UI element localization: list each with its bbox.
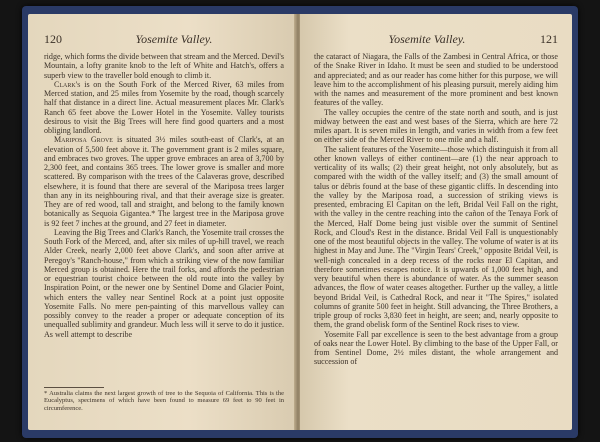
right-page-number: 121: [540, 32, 558, 46]
paragraph: Yosemite Fall par excellence is seen to the best advantage from a group of oaks near the Lower Hotel. By climbing to the base of the Upper Fall, or from Sentinel Dome, 2½ miles distant, the whole arrangement and succession of: [314, 329, 558, 367]
paragraph: Mariposa Grove is situated 3½ miles south-east of Clark's, at an elevation of 5,500 feet above it. The government grant is 2 miles square, and embraces two groves. The upper grove embraces an area of 3,700 by 2,300 feet, and contains 365 trees. The lower grove is smaller and more scattered. By comparison with the trees of the Calaveras grove, described elsewhere, it is found that there are several of the Mariposa trees larger than any in its neighbouring rival, and that their average size is greater. They are of red wood, tall and straight, and belong to the family known botanically as Sequoia Gigantea.* The largest tree in the Mariposa grove is 92 feet 7 inches at the ground, and 27 feet in diameter.: [44, 135, 284, 228]
left-page-body: [44, 52, 284, 339]
right-page-header: [314, 32, 558, 46]
left-running-title: Yosemite Valley.: [135, 32, 213, 46]
paragraph: The valley occupies the centre of the state north and south, and is just midway between the east and west bases of the Sierra, which are here 72 miles apart. It is seven miles in length, and varies in width from a few feet on either side of the Merced River to one mile and a half.: [314, 107, 558, 145]
paragraph: Clark's is on the South Fork of the Merced River, 63 miles from Merced station, and 25 miles from Yosemite by the road, though scarcely half that distance in a direct line. Actual measurement places Mr. Clark's Ranch 65 feet above the Lower Hotel in the Yosemite. Valley tourists desirous to visit the Big Trees will here find good quarters and a most obliging landlord.: [44, 79, 284, 135]
paragraph: The salient features of the Yosemite—those which distinguish it from all other known valleys of either continent—are (1) the near approach to verticality of its walls; (2) their great height, not only absolutely, but as compared with the width of the valley itself; and (3) the small amount of talus or débris found at the base of these gigantic cliffs. In descending into the valley by the Mariposa road, a succession of striking views is presented, embracing El Capitan on the left, Bridal Veil Fall on the right, with the valley in the centre reaching into the cañon of the Tenaya Fork of the Merced, Half Dome being just visible over the summit of Sentinel Rock, and Cloud's Rest in the distance. Bridal Veil Fall is unquestionably one of the most beautiful objects in the valley. The volume of water is at its highest in May and June. The "Virgin Tears' Creek," opposite Bridal Veil, is well-nigh concealed in a deep recess of the rocks near El Capitan, and therefore sometimes escapes notice. It is upwards of 1,000 feet high, and very beautiful when there is abundance of water. As the summer season advances, the flow of water ceases altogether. Further up the valley, a little beyond Bridal Veil, is Cathedral Rock, and near it "The Spires," isolated columns of granite 500 feet in height. Still advancing, the Three Brothers, a triple group of rocks 3,830 feet in height, are seen; and, nearly opposite to them, the grand obelisk form of the Sentinel Rock rises to view.: [314, 144, 558, 330]
right-page: [300, 14, 572, 430]
book: [22, 6, 578, 438]
footnote-rule: [44, 387, 104, 388]
right-running-title: Yosemite Valley.: [388, 32, 466, 46]
paragraph: Leaving the Big Trees and Clark's Ranch, the Yosemite trail crosses the South Fork of the Merced, and, after six miles of up-hill travel, we reach Alder Creek, nearly 2,000 feet above Clark's, and soon after arrive at Peregoy's "Ranch-house," from which a striking view of the now familiar Merced group is obtained. Here the trail forks, and affords the pedestrian or equestrian tourist choice between the old route into the valley by Inspiration Point, or the newer one by Sentinel Dome and Glacier Point, which enters the valley near Sentinel Rock at a point just opposite Yosemite Falls. No mere pen-painting of this marvellous valley can possibly convey to the reader a proper or adequate conception of its unequalled sublimity and grandeur. Much less will it serve to do it justice. As well attempt to describe: [44, 227, 284, 339]
paragraph: ridge, which forms the divide between that stream and the Merced. Devil's Mountain, a lofty granite knob to the left of White and Hatch's, offers a superb view to the traveller bold enough to climb it.: [44, 52, 284, 80]
right-page-body: [314, 52, 558, 367]
paragraph: the cataract of Niagara, the Falls of the Zambesi in Central Africa, or those of the Snake River in Idaho. It must be seen and studied to be understood and appreciated; and as our reader has come hither for this purpose, we will leave him to the accomplishment of his pleasing pursuit, merely aiding him with the names and measurement of the more prominent and best known features of the valley.: [314, 52, 558, 108]
left-page-header: [44, 32, 286, 46]
left-page: [28, 14, 296, 430]
footnote: * Australia claims the next largest growth of tree to the Sequoia of California. This is the Eucalyptus, specimens of which have been found to measure 69 feet to 90 feet in circumference.: [44, 389, 284, 412]
left-page-number: 120: [44, 32, 62, 46]
